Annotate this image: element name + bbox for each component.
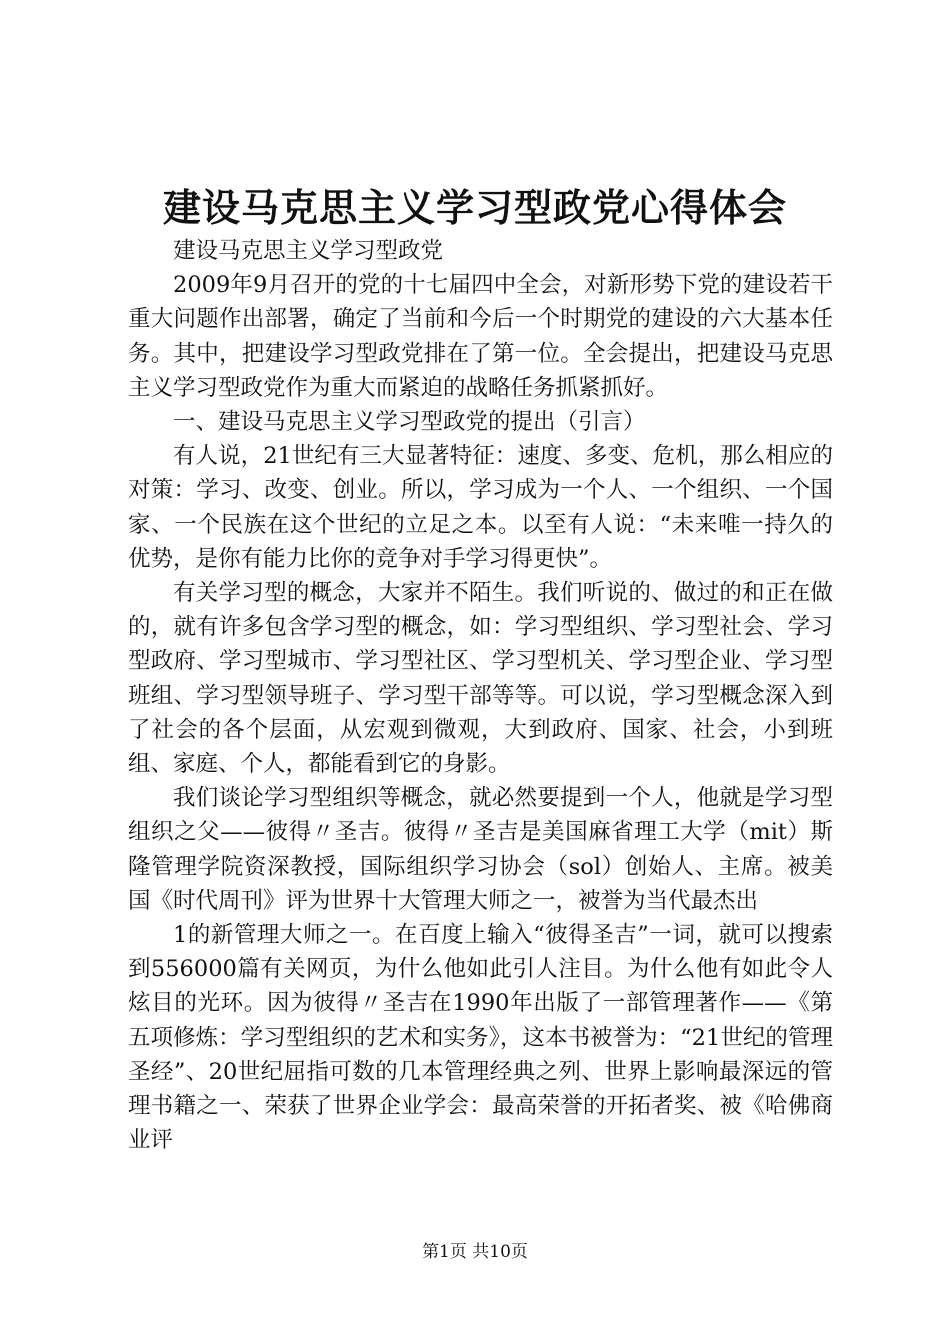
paragraph: 2009年9月召开的党的十七届四中全会，对新形势下党的建设若干重大问题作出部署，确定了当前和今后一个时期党的建设的六大基本任务。其中，把建设学习型政党排在了第一位。全会提出，把建设马克思主义学习型政党作为重大而紧迫的战略任务抓紧抓好。 xyxy=(128,272,833,401)
paragraph: 1的新管理大师之一。在百度上输入“彼得圣吉”一词，就可以搜索到556000篇有关网页，为什么他如此引人注目。为什么他有如此令人炫目的光环。因为彼得〃圣吉在1990年出版了一部管理著作——《第五项修炼：学习型组织的艺术和实务》，这本书被誉为：“21世纪的管理圣经”、20世纪屈指可数的几本管理经典之列、世界上影响最深远的管理书籍之一、荣获了世界企业学会：最高荣誉的开拓者奖、被《哈佛商业评 xyxy=(128,922,833,1154)
paragraph-subtitle: 建设马克思主义学习型政党 xyxy=(173,238,444,264)
document-title: 建设马克思主义学习型政党心得体会 xyxy=(162,185,787,230)
document-body xyxy=(128,234,833,1157)
paragraph: 我们谈论学习型组织等概念，就必然要提到一个人，他就是学习型组织之父——彼得〃圣吉。彼得〃圣吉是美国麻省理工大学（mit）斯隆管理学院资深教授，国际组织学习协会（sol）创始人、主席。被美国《时代周刊》评为世界十大管理大师之一，被誉为当代最杰出 xyxy=(128,785,833,914)
page-footer: 第1页 共10页 xyxy=(422,1242,528,1262)
paragraph: 有人说，21世纪有三大显著特征：速度、多变、危机，那么相应的对策：学习、改变、创业。所以，学习成为一个人、一个组织、一个国家、一个民族在这个世纪的立足之本。以至有人说：“未来唯一持久的优势，是你有能力比你的竞争对手学习得更快”。 xyxy=(128,443,833,572)
section-heading: 一、建设马克思主义学习型政党的提出（引言） xyxy=(173,409,646,436)
paragraph: 有关学习型的概念，大家并不陌生。我们听说的、做过的和正在做的，就有许多包含学习型的概念，如：学习型组织、学习型社会、学习型政府、学习型城市、学习型社区、学习型机关、学习型企业、学习型班组、学习型领导班子、学习型干部等等。可以说，学习型概念深入到了社会的各个层面，从宏观到微观，大到政府、国家、社会，小到班组、家庭、个人，都能看到它的身影。 xyxy=(128,580,833,778)
